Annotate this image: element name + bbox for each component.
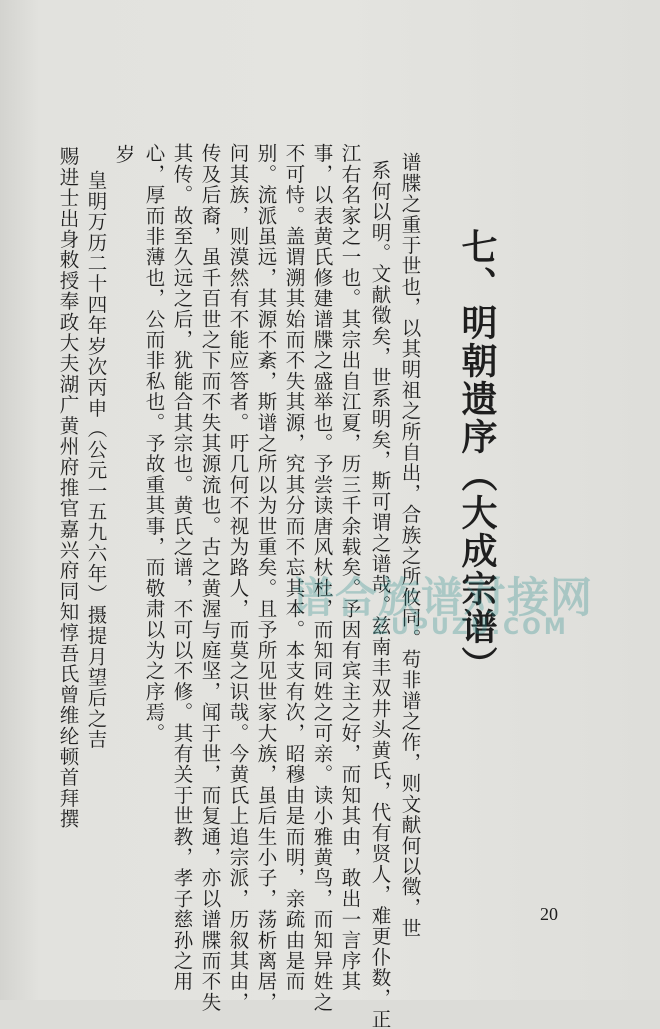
body-column-9: 其传。故至久远之后，犹能合其宗也。黄氏之谱，不可以不修。其有关于世教，孝子慈孙之用 [170, 143, 194, 992]
body-column-1: 谱牒之重于世也，以其明祖之所自出，合族之所攸同。苟非谱之作，则文献何以徵，世 [398, 152, 422, 939]
watermark-logo: 谱合族谱对接网 [292, 573, 594, 622]
author-line: 赐进士出身敕授奉政大夫湖广黄州府推官嘉兴府同知惇吾氏曾维纶顿首拜撰 [56, 146, 80, 830]
body-column-8: 传及后裔，虽千百世之下而不失其源流也。古之黄渥与庭坚，闻于世，而复通，亦以谱牒而不失 [198, 143, 222, 1013]
watermark-url: ZUPUZU.COM [372, 615, 569, 640]
page-number: 20 [540, 904, 558, 924]
section-title: 七、明朝遗序（大成宗谱） [456, 228, 497, 684]
date-line: 皇明万历二十四年岁次丙申（公元一五九六年）摄提月望后之吉 [84, 170, 108, 750]
body-column-10: 心，厚而非薄也，公而非私也。予故重其事，而敬肃以为之序焉。 [142, 143, 166, 744]
body-column-5: 不可恃。盖谓溯其始而不失其源，究其分而不忘其本。本支有次，昭穆由是而明，亲疏由是而 [282, 143, 306, 992]
body-column-7: 问其族，则漠然有不能应答者。吁几何不视为路人，而莫之识哉。今黄氏上追宗派，历叙其由， [226, 143, 250, 1013]
year-char: 岁 [112, 144, 136, 165]
body-column-3: 江右名家之一也。其宗出自江夏，历三千余载矣。予因有宾主之好，而知其由，敢出一言序其 [338, 143, 362, 992]
body-column-2: 系何以明。文献徵矣，世系明矣，斯可谓之谱哉。兹南丰双井头黄氏，代有贤人，难更仆数，正 [368, 160, 392, 1029]
body-column-6: 别。流派虽远，其源不紊，斯谱之所以为世重矣。且予所见世家大族，虽后生小子，荡析离居， [254, 143, 278, 1013]
body-column-4: 事，以表黄氏修建谱牒之盛举也。予尝读唐风杕杜，而知同姓之可亲。读小雅黄鸟，而知异姓之 [310, 143, 334, 1013]
